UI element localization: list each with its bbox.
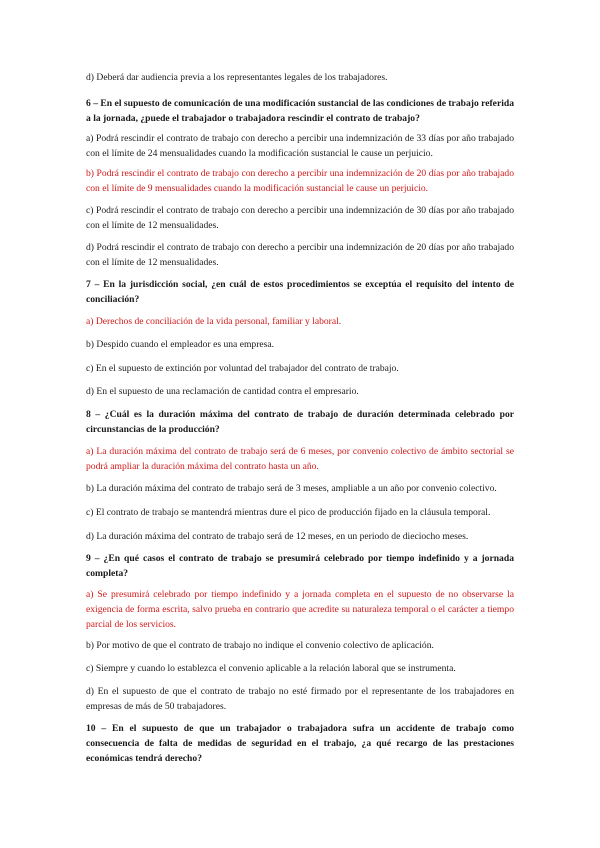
q10-question: 10 – En el supuesto de que un trabajador o trabajadora sufra un accidente de trabajo como consecuencia de falta de medidas de seguridad en el trabajo, ¿a qué recargo de las prestaciones económicas tendrá derecho? [86,723,514,764]
q9-question: 9 – ¿En qué casos el contrato de trabajo se presumirá celebrado por tiempo indefinido y a jornada completa? [86,553,514,579]
q8-question: 8 – ¿Cuál es la duración máxima del contrato de trabajo de duración determinada celebrado por circunstancias de la producción? [86,409,514,435]
q9-option-d: d) En el supuesto de que el contrato de trabajo no esté firmado por el representante de los trabajadores en empresas de más de 50 trabajadores. [86,686,514,712]
q8-option-d: d) La duración máxima del contrato de trabajo será de 12 meses, en un periodo de dieciocho meses. [86,531,469,542]
q8-option-a-correct: a) La duración máxima del contrato de trabajo será de 6 meses, por convenio colectivo de ámbito sectorial se podrá ampliar la duración máxima del contrato hasta un año. [86,446,514,472]
q7-option-b: b) Despido cuando el empleador es una empresa. [86,339,275,350]
q9-option-b: b) Por motivo de que el contrato de trabajo no indique el convenio colectivo de aplicación. [86,640,434,651]
q6-option-c: c) Podrá rescindir el contrato de trabajo con derecho a percibir una indemnización de 30 días por año trabajado con el límite de 12 mensualidades. [86,205,514,231]
q7-option-d: d) En el supuesto de una reclamación de cantidad contra el empresario. [86,386,359,397]
q8-option-b: b) La duración máxima del contrato de trabajo será de 3 meses, ampliable a un año por convenio colectivo. [86,483,497,494]
q9-option-c: c) Siempre y cuando lo establezca el convenio aplicable a la relación laboral que se instrumenta. [86,663,456,674]
q6-option-a: a) Podrá rescindir el contrato de trabajo con derecho a percibir una indemnización de 33 días por año trabajado con el límite de 24 mensualidades cuando la modificación sustancial le cause un perjuicio. [86,133,514,159]
q6-option-d: d) Podrá rescindir el contrato de trabajo con derecho a percibir una indemnización de 20 días por año trabajado con el límite de 12 mensualidades. [86,242,514,268]
q7-option-a-correct: a) Derechos de conciliación de la vida personal, familiar y laboral. [86,316,342,327]
q5-option-d: d) Deberá dar audiencia previa a los representantes legales de los trabajadores. [86,72,388,83]
q7-question: 7 – En la jurisdicción social, ¿en cuál de estos procedimientos se exceptúa el requisito del intento de conciliación? [86,279,514,305]
q8-option-c: c) El contrato de trabajo se mantendrá mientras dure el pico de producción fijado en la cláusula temporal. [86,507,491,518]
q6-question: 6 – En el supuesto de comunicación de una modificación sustancial de las condiciones de trabajo referida a la jornada, ¿puede el trabajador o trabajadora rescindir el contrato de trabajo? [86,98,514,124]
q7-option-c: c) En el supuesto de extinción por voluntad del trabajador del contrato de trabajo. [86,363,399,374]
q9-option-a-correct: a) Se presumirá celebrado por tiempo indefinido y a jornada completa en el supuesto de no observarse la exigencia de forma escrita, salvo prueba en contrario que acredite su naturaleza temporal o el carácter a tiempo parcial de los servicios. [86,589,514,630]
q6-option-b-correct: b) Podrá rescindir el contrato de trabajo con derecho a percibir una indemnización de 20 días por año trabajado con el límite de 9 mensualidades cuando la modificación sustancial le cause un perjuicio. [86,168,514,194]
